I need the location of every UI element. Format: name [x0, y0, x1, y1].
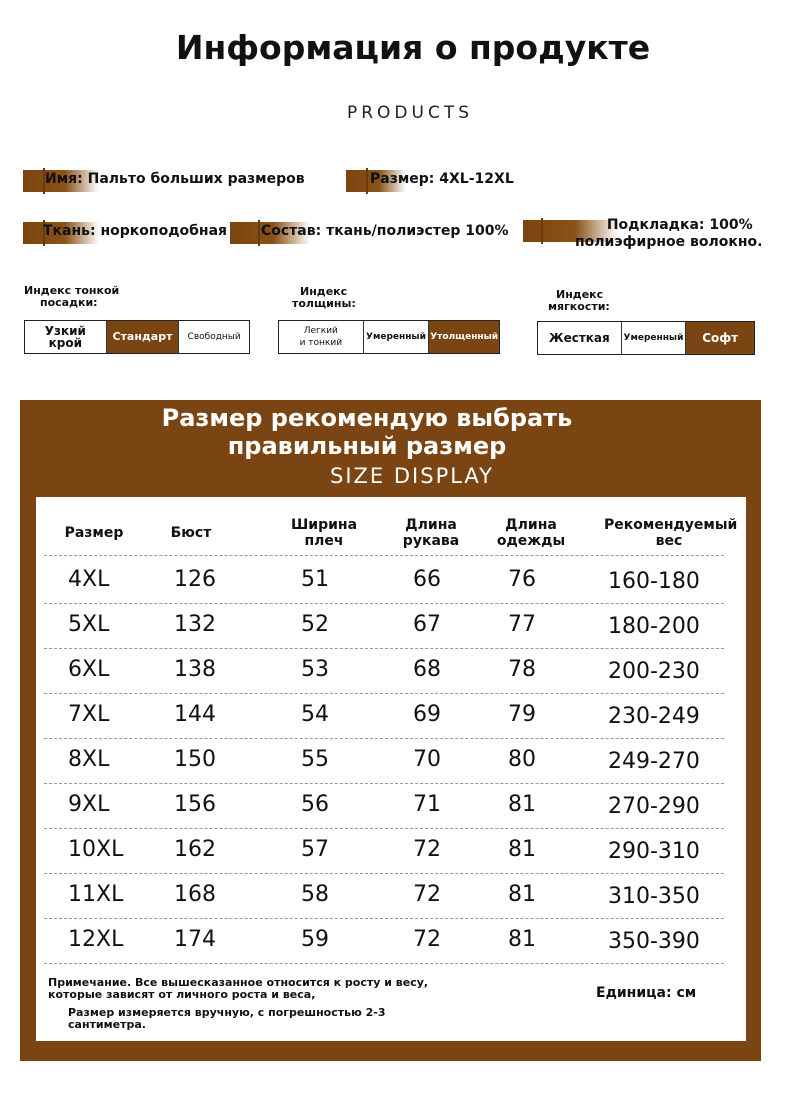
thickness-index-scale	[278, 320, 500, 354]
table-row	[36, 651, 746, 695]
table-divider	[44, 783, 724, 784]
cell-size: 12XL	[68, 927, 124, 952]
label-tick	[541, 218, 543, 244]
info-lining-line1: Подкладка: 100%	[606, 217, 753, 233]
table-header-length: Длина одежды	[496, 517, 566, 549]
cell-bust: 126	[174, 567, 216, 592]
softness-index-label	[548, 289, 610, 313]
softness-label-line1: Индекс	[556, 288, 604, 301]
cell-shoulder: 55	[301, 747, 329, 772]
info-name	[23, 170, 323, 194]
cell-bust: 156	[174, 792, 216, 817]
cell-length: 81	[508, 882, 536, 907]
cell-size: 8XL	[68, 747, 110, 772]
cell-length: 78	[508, 657, 536, 682]
fit-option-standard: Стандарт	[107, 321, 180, 353]
cell-shoulder: 54	[301, 702, 329, 727]
table-header-size: Размер	[64, 525, 124, 541]
cell-bust: 162	[174, 837, 216, 862]
cell-size: 4XL	[68, 567, 110, 592]
cell-shoulder: 57	[301, 837, 329, 862]
cell-sleeve: 70	[413, 747, 441, 772]
table-row	[36, 741, 746, 785]
cell-sleeve: 71	[413, 792, 441, 817]
fit-label-line2: посадки:	[40, 296, 98, 309]
table-header-sleeve: Длина рукава	[402, 517, 460, 549]
cell-shoulder: 53	[301, 657, 329, 682]
cell-length: 81	[508, 927, 536, 952]
cell-weight: 160-180	[608, 569, 700, 594]
cell-sleeve: 72	[413, 927, 441, 952]
table-divider	[44, 648, 724, 649]
cell-length: 80	[508, 747, 536, 772]
cell-weight: 350-390	[608, 929, 700, 954]
fit-option-loose: Свободный	[187, 332, 241, 342]
thickness-label-line1: Индекс	[300, 285, 348, 298]
cell-sleeve: 66	[413, 567, 441, 592]
table-row	[36, 606, 746, 650]
fit-index-label	[24, 285, 119, 309]
table-divider	[44, 693, 724, 694]
table-row	[36, 831, 746, 875]
table-divider	[44, 738, 724, 739]
cell-size: 11XL	[68, 882, 124, 907]
table-row	[36, 876, 746, 920]
table-row	[36, 786, 746, 830]
info-lining-text	[575, 217, 763, 251]
cell-weight: 270-290	[608, 794, 700, 819]
cell-size: 5XL	[68, 612, 110, 637]
fit-label-line1: Индекс тонкой	[24, 284, 120, 297]
info-composition	[230, 222, 509, 246]
cell-length: 81	[508, 837, 536, 862]
cell-size: 10XL	[68, 837, 124, 862]
cell-weight: 290-310	[608, 839, 700, 864]
info-lining-line2: полиэфирное волокно.	[575, 234, 763, 250]
cell-weight: 180-200	[608, 614, 700, 639]
cell-bust: 174	[174, 927, 216, 952]
cell-length: 77	[508, 612, 536, 637]
cell-size: 7XL	[68, 702, 110, 727]
cell-shoulder: 58	[301, 882, 329, 907]
table-divider	[44, 603, 724, 604]
note-measurement: Размер измеряется вручную, с погрешностью 2-3 сантиметра.	[68, 1006, 386, 1031]
thickness-option-moderate: Умеренный	[364, 321, 430, 353]
page-subtitle: PRODUCTS	[346, 103, 474, 123]
cell-sleeve: 67	[413, 612, 441, 637]
cell-sleeve: 69	[413, 702, 441, 727]
table-header-weight: Рекомендуемый вес	[604, 517, 738, 549]
cell-length: 76	[508, 567, 536, 592]
cell-bust: 144	[174, 702, 216, 727]
cell-sleeve: 72	[413, 882, 441, 907]
info-size	[346, 170, 546, 194]
table-row	[36, 561, 746, 605]
cell-sleeve: 68	[413, 657, 441, 682]
thickness-option-thick: Утолщенный	[429, 321, 499, 353]
label-tick	[366, 168, 368, 194]
table-header-bust: Бюст	[170, 525, 212, 541]
cell-weight: 249-270	[608, 749, 700, 774]
info-fabric	[23, 222, 243, 246]
softness-option-moderate: Умеренный	[622, 322, 687, 354]
cell-bust: 150	[174, 747, 216, 772]
info-composition-text: Состав: ткань/полиэстер 100%	[261, 223, 509, 239]
cell-weight: 230-249	[608, 704, 700, 729]
info-name-text: Имя: Пальто больших размеров	[45, 171, 305, 187]
table-divider	[44, 963, 724, 964]
cell-weight: 310-350	[608, 884, 700, 909]
size-table-card	[36, 497, 746, 1041]
note-text: Примечание. Все вышесказанное относится к росту и весу, которые зависят от личного роста и веса,	[48, 976, 429, 1001]
table-row	[36, 696, 746, 740]
fit-index-scale	[24, 320, 250, 354]
cell-bust: 132	[174, 612, 216, 637]
table-divider	[44, 828, 724, 829]
table-row	[36, 921, 746, 965]
label-tick	[258, 220, 260, 246]
info-lining	[523, 217, 773, 260]
thickness-index-label	[292, 286, 356, 310]
table-divider	[44, 918, 724, 919]
table-header-shoulder: Ширина плеч	[290, 517, 358, 549]
thickness-option-light: Легкий и тонкий	[279, 321, 364, 353]
softness-index-scale	[537, 321, 755, 355]
cell-shoulder: 59	[301, 927, 329, 952]
info-size-text: Размер: 4XL-12XL	[370, 171, 514, 187]
size-panel	[20, 400, 761, 1061]
size-title-line1: Размер рекомендую выбрать	[161, 404, 573, 432]
cell-length: 81	[508, 792, 536, 817]
size-title-en: SIZE DISPLAY	[330, 464, 494, 488]
fit-option-slim: Узкий крой	[25, 321, 107, 353]
cell-sleeve: 72	[413, 837, 441, 862]
thickness-label-line2: толщины:	[292, 297, 356, 310]
unit-label: Единица: см	[596, 985, 697, 1001]
cell-length: 79	[508, 702, 536, 727]
table-divider	[44, 555, 724, 556]
info-fabric-text: Ткань: норкоподобная	[43, 223, 228, 239]
cell-size: 9XL	[68, 792, 110, 817]
cell-weight: 200-230	[608, 659, 700, 684]
softness-option-hard: Жесткая	[538, 322, 622, 354]
cell-shoulder: 52	[301, 612, 329, 637]
cell-bust: 138	[174, 657, 216, 682]
cell-bust: 168	[174, 882, 216, 907]
cell-shoulder: 51	[301, 567, 329, 592]
page-title: Информация о продукте	[175, 28, 651, 67]
softness-label-line2: мягкости:	[548, 300, 610, 313]
cell-shoulder: 56	[301, 792, 329, 817]
softness-option-soft: Софт	[686, 322, 754, 354]
table-divider	[44, 873, 724, 874]
size-title-line2: правильный размер	[227, 432, 507, 460]
cell-size: 6XL	[68, 657, 110, 682]
